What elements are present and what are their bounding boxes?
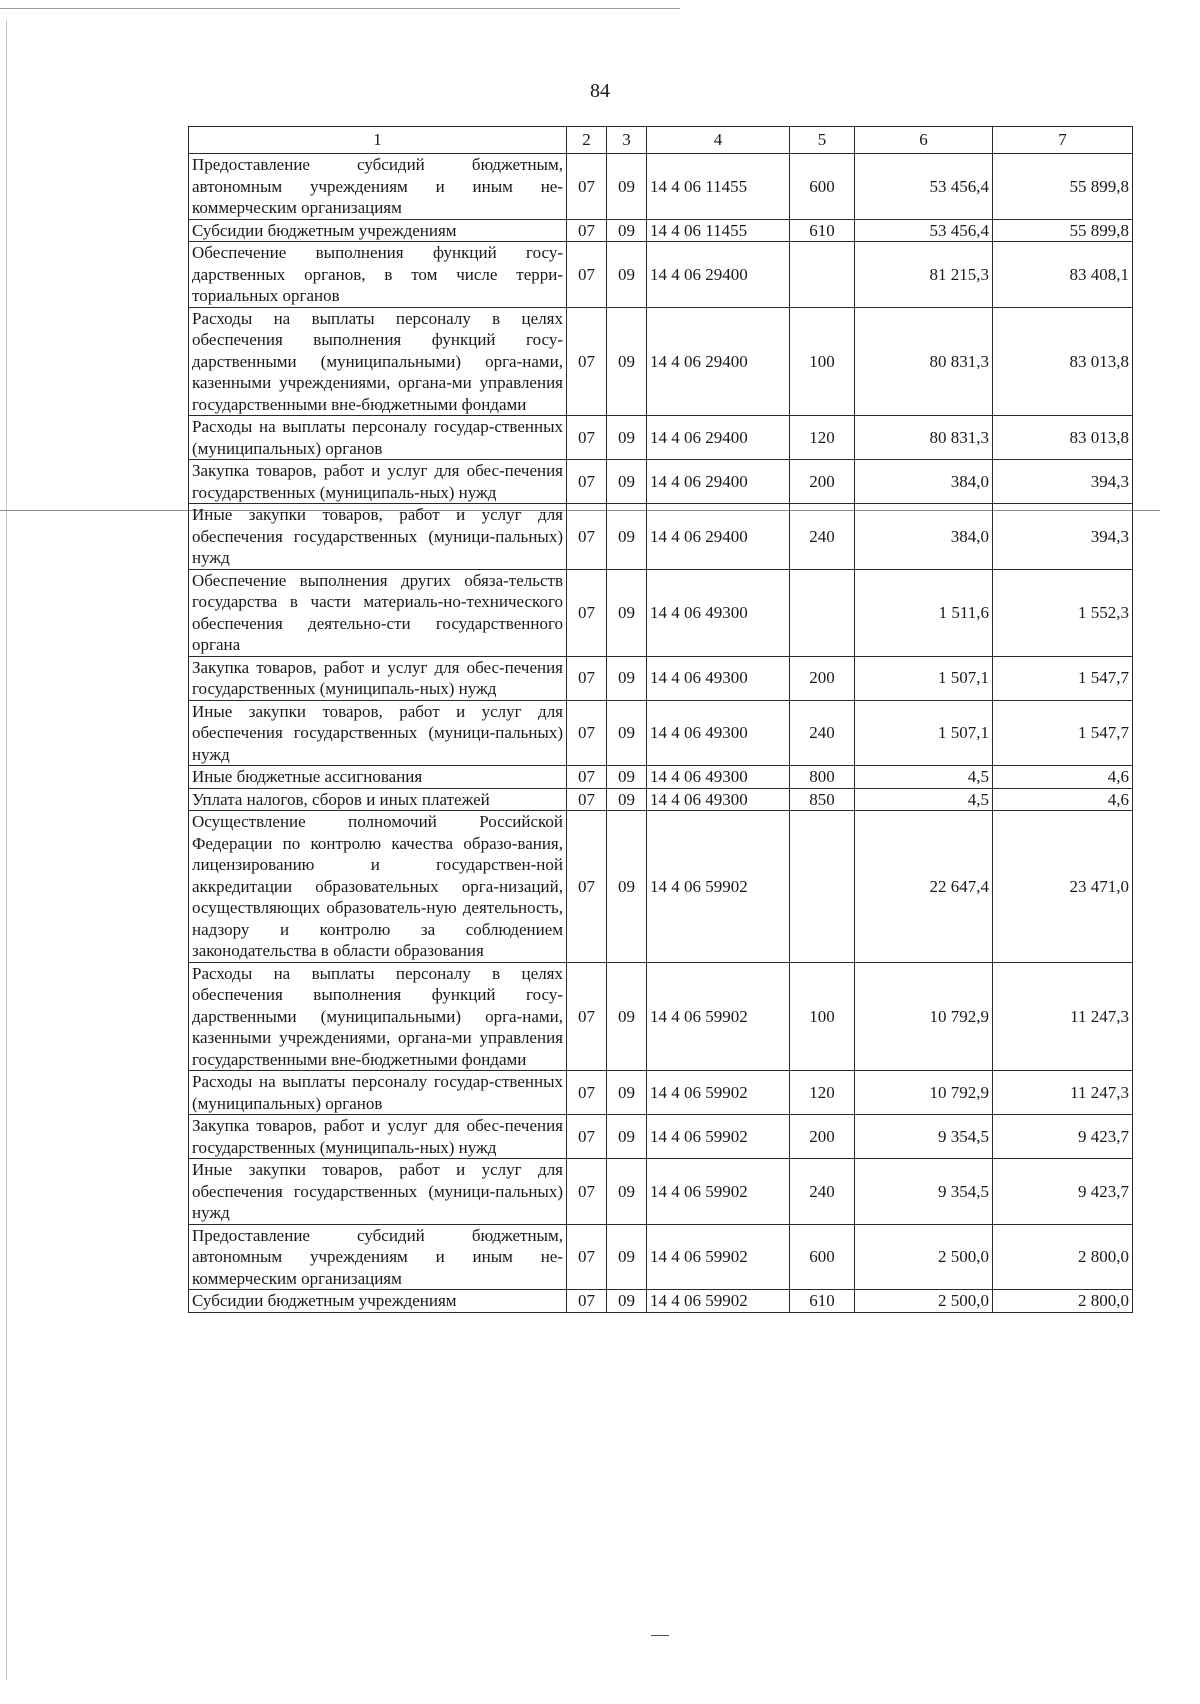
cell-amount-year-2: 83 013,8 (993, 416, 1133, 460)
cell-section-code: 07 (567, 1290, 607, 1313)
cell-subsection-code: 09 (607, 460, 647, 504)
cell-section-code: 07 (567, 766, 607, 789)
cell-expense-type (790, 811, 855, 963)
table-row (189, 504, 1133, 570)
cell-section-code: 07 (567, 700, 607, 766)
cell-subsection-code: 09 (607, 219, 647, 242)
cell-target-article: 14 4 06 29400 (647, 307, 790, 416)
cell-subsection-code: 09 (607, 766, 647, 789)
cell-section-code: 07 (567, 1115, 607, 1159)
cell-expense-name: Осуществление полномочий Российской Федерации по контролю качества образо-вания, лицензированию и государствен-ной аккредитации образовательных орга-низаций, осуществляющих образователь-ную деятельность, надзору и контролю за соблюдением законодательства в области образования (189, 811, 567, 963)
cell-expense-type: 100 (790, 962, 855, 1071)
cell-expense-type: 200 (790, 460, 855, 504)
cell-section-code: 07 (567, 242, 607, 308)
table-row (189, 154, 1133, 220)
cell-target-article: 14 4 06 49300 (647, 766, 790, 789)
cell-section-code: 07 (567, 1224, 607, 1290)
cell-target-article: 14 4 06 59902 (647, 1224, 790, 1290)
table-row (189, 307, 1133, 416)
cell-expense-type: 600 (790, 1224, 855, 1290)
cell-expense-name: Иные закупки товаров, работ и услуг для обеспечения государственных (муници-пальных) нужд (189, 700, 567, 766)
cell-section-code: 07 (567, 1071, 607, 1115)
cell-target-article: 14 4 06 59902 (647, 1159, 790, 1225)
cell-amount-year-2: 4,6 (993, 766, 1133, 789)
cell-expense-type: 600 (790, 154, 855, 220)
cell-subsection-code: 09 (607, 242, 647, 308)
header-cell: 6 (855, 127, 993, 154)
cell-expense-type: 200 (790, 1115, 855, 1159)
cell-expense-type: 120 (790, 416, 855, 460)
cell-expense-name: Предоставление субсидий бюджетным, автономным учреждениям и иным не-коммерческим организациям (189, 1224, 567, 1290)
cell-subsection-code: 09 (607, 416, 647, 460)
table-row (189, 1224, 1133, 1290)
cell-section-code: 07 (567, 154, 607, 220)
cell-expense-name: Закупка товаров, работ и услуг для обес-печения государственных (муниципаль-ных) нужд (189, 1115, 567, 1159)
cell-amount-year-2: 11 247,3 (993, 962, 1133, 1071)
cell-expense-type: 850 (790, 788, 855, 811)
cell-target-article: 14 4 06 59902 (647, 811, 790, 963)
cell-target-article: 14 4 06 49300 (647, 700, 790, 766)
cell-expense-name: Иные бюджетные ассигнования (189, 766, 567, 789)
cell-subsection-code: 09 (607, 700, 647, 766)
cell-subsection-code: 09 (607, 307, 647, 416)
cell-target-article: 14 4 06 29400 (647, 242, 790, 308)
cell-subsection-code: 09 (607, 656, 647, 700)
cell-amount-year-1: 10 792,9 (855, 962, 993, 1071)
cell-expense-name: Закупка товаров, работ и услуг для обес-печения государственных (муниципаль-ных) нужд (189, 460, 567, 504)
table-row (189, 1290, 1133, 1313)
header-cell: 1 (189, 127, 567, 154)
cell-amount-year-2: 55 899,8 (993, 219, 1133, 242)
cell-target-article: 14 4 06 49300 (647, 788, 790, 811)
cell-expense-name: Субсидии бюджетным учреждениям (189, 219, 567, 242)
table-row (189, 1071, 1133, 1115)
header-cell: 4 (647, 127, 790, 154)
cell-section-code: 07 (567, 569, 607, 656)
cell-subsection-code: 09 (607, 154, 647, 220)
cell-amount-year-2: 1 547,7 (993, 656, 1133, 700)
cell-subsection-code: 09 (607, 788, 647, 811)
cell-target-article: 14 4 06 11455 (647, 219, 790, 242)
cell-amount-year-2: 55 899,8 (993, 154, 1133, 220)
cell-expense-type: 800 (790, 766, 855, 789)
cell-subsection-code: 09 (607, 569, 647, 656)
cell-expense-name: Расходы на выплаты персоналу в целях обеспечения выполнения функций госу-дарственными (муниципальными) орга-нами, казенными учреждениями, органа-ми управления государственными вне-бюджетными фондами (189, 307, 567, 416)
table-header-row (189, 127, 1133, 154)
cell-amount-year-1: 1 507,1 (855, 656, 993, 700)
table-row (189, 656, 1133, 700)
cell-target-article: 14 4 06 59902 (647, 1115, 790, 1159)
cell-amount-year-2: 23 471,0 (993, 811, 1133, 963)
cell-expense-name: Уплата налогов, сборов и иных платежей (189, 788, 567, 811)
cell-expense-name: Расходы на выплаты персоналу государ-ственных (муниципальных) органов (189, 1071, 567, 1115)
header-cell: 5 (790, 127, 855, 154)
cell-subsection-code: 09 (607, 962, 647, 1071)
cell-section-code: 07 (567, 416, 607, 460)
cell-target-article: 14 4 06 29400 (647, 416, 790, 460)
cell-amount-year-2: 2 800,0 (993, 1224, 1133, 1290)
table-row (189, 700, 1133, 766)
cell-amount-year-1: 2 500,0 (855, 1224, 993, 1290)
cell-subsection-code: 09 (607, 1290, 647, 1313)
cell-amount-year-2: 9 423,7 (993, 1159, 1133, 1225)
table-row (189, 1115, 1133, 1159)
cell-subsection-code: 09 (607, 1224, 647, 1290)
cell-amount-year-1: 4,5 (855, 788, 993, 811)
cell-expense-type (790, 569, 855, 656)
cell-amount-year-1: 53 456,4 (855, 154, 993, 220)
cell-amount-year-2: 394,3 (993, 504, 1133, 570)
cell-section-code: 07 (567, 811, 607, 963)
cell-amount-year-1: 80 831,3 (855, 307, 993, 416)
cell-expense-type (790, 242, 855, 308)
table-row (189, 219, 1133, 242)
cell-expense-type: 100 (790, 307, 855, 416)
cell-amount-year-2: 83 408,1 (993, 242, 1133, 308)
table-row (189, 242, 1133, 308)
cell-expense-name: Иные закупки товаров, работ и услуг для обеспечения государственных (муници-пальных) нужд (189, 1159, 567, 1225)
cell-expense-type: 610 (790, 1290, 855, 1313)
cell-section-code: 07 (567, 460, 607, 504)
cell-subsection-code: 09 (607, 811, 647, 963)
cell-amount-year-2: 9 423,7 (993, 1115, 1133, 1159)
header-cell: 7 (993, 127, 1133, 154)
cell-amount-year-1: 2 500,0 (855, 1290, 993, 1313)
table-row (189, 766, 1133, 789)
cell-amount-year-2: 4,6 (993, 788, 1133, 811)
cell-amount-year-1: 9 354,5 (855, 1159, 993, 1225)
cell-amount-year-2: 83 013,8 (993, 307, 1133, 416)
header-cell: 2 (567, 127, 607, 154)
cell-amount-year-1: 384,0 (855, 504, 993, 570)
table-row (189, 416, 1133, 460)
table-row (189, 1159, 1133, 1225)
cell-target-article: 14 4 06 49300 (647, 656, 790, 700)
header-cell: 3 (607, 127, 647, 154)
cell-expense-name: Обеспечение выполнения других обяза-тельств государства в части материаль-но-технического обеспечения деятельно-сти государственного органа (189, 569, 567, 656)
cell-expense-name: Расходы на выплаты персоналу государ-ственных (муниципальных) органов (189, 416, 567, 460)
scan-edge-line-top (0, 8, 680, 9)
cell-expense-name: Субсидии бюджетным учреждениям (189, 1290, 567, 1313)
cell-expense-type: 240 (790, 1159, 855, 1225)
cell-amount-year-1: 81 215,3 (855, 242, 993, 308)
cell-section-code: 07 (567, 219, 607, 242)
cell-target-article: 14 4 06 29400 (647, 460, 790, 504)
table-row (189, 811, 1133, 963)
cell-amount-year-1: 53 456,4 (855, 219, 993, 242)
cell-amount-year-1: 1 511,6 (855, 569, 993, 656)
cell-amount-year-1: 1 507,1 (855, 700, 993, 766)
cell-subsection-code: 09 (607, 1159, 647, 1225)
cell-section-code: 07 (567, 504, 607, 570)
page-number: 84 (590, 80, 610, 102)
cell-amount-year-1: 80 831,3 (855, 416, 993, 460)
cell-subsection-code: 09 (607, 1115, 647, 1159)
cell-expense-type: 610 (790, 219, 855, 242)
cell-amount-year-1: 10 792,9 (855, 1071, 993, 1115)
cell-amount-year-1: 9 354,5 (855, 1115, 993, 1159)
budget-table-body (189, 127, 1133, 1313)
cell-section-code: 07 (567, 307, 607, 416)
cell-target-article: 14 4 06 59902 (647, 1071, 790, 1115)
cell-amount-year-2: 11 247,3 (993, 1071, 1133, 1115)
cell-target-article: 14 4 06 59902 (647, 962, 790, 1071)
cell-expense-name: Закупка товаров, работ и услуг для обес-печения государственных (муниципаль-ных) нужд (189, 656, 567, 700)
table-row (189, 962, 1133, 1071)
cell-amount-year-1: 4,5 (855, 766, 993, 789)
cell-expense-type: 240 (790, 504, 855, 570)
cell-expense-type: 120 (790, 1071, 855, 1115)
table-row (189, 788, 1133, 811)
cell-expense-name: Расходы на выплаты персоналу в целях обеспечения выполнения функций госу-дарственными (муниципальными) орга-нами, казенными учреждениями, органа-ми управления государственными вне-бюджетными фондами (189, 962, 567, 1071)
scan-edge-line-left (6, 20, 7, 1680)
cell-section-code: 07 (567, 962, 607, 1071)
cell-target-article: 14 4 06 59902 (647, 1290, 790, 1313)
cell-amount-year-2: 1 547,7 (993, 700, 1133, 766)
cell-expense-type: 200 (790, 656, 855, 700)
table-row (189, 460, 1133, 504)
bottom-dash-mark (651, 1635, 669, 1636)
cell-expense-name: Предоставление субсидий бюджетным, автономным учреждениям и иным не-коммерческим организациям (189, 154, 567, 220)
table-row (189, 569, 1133, 656)
cell-amount-year-1: 22 647,4 (855, 811, 993, 963)
cell-target-article: 14 4 06 11455 (647, 154, 790, 220)
budget-table (188, 126, 1133, 1313)
cell-expense-type: 240 (790, 700, 855, 766)
cell-expense-name: Иные закупки товаров, работ и услуг для обеспечения государственных (муници-пальных) нужд (189, 504, 567, 570)
cell-amount-year-2: 1 552,3 (993, 569, 1133, 656)
cell-target-article: 14 4 06 29400 (647, 504, 790, 570)
cell-section-code: 07 (567, 788, 607, 811)
cell-subsection-code: 09 (607, 1071, 647, 1115)
cell-amount-year-2: 2 800,0 (993, 1290, 1133, 1313)
cell-target-article: 14 4 06 49300 (647, 569, 790, 656)
cell-section-code: 07 (567, 1159, 607, 1225)
cell-amount-year-2: 394,3 (993, 460, 1133, 504)
cell-subsection-code: 09 (607, 504, 647, 570)
cell-section-code: 07 (567, 656, 607, 700)
cell-amount-year-1: 384,0 (855, 460, 993, 504)
cell-expense-name: Обеспечение выполнения функций госу-дарственных органов, в том числе терри-ториальных органов (189, 242, 567, 308)
